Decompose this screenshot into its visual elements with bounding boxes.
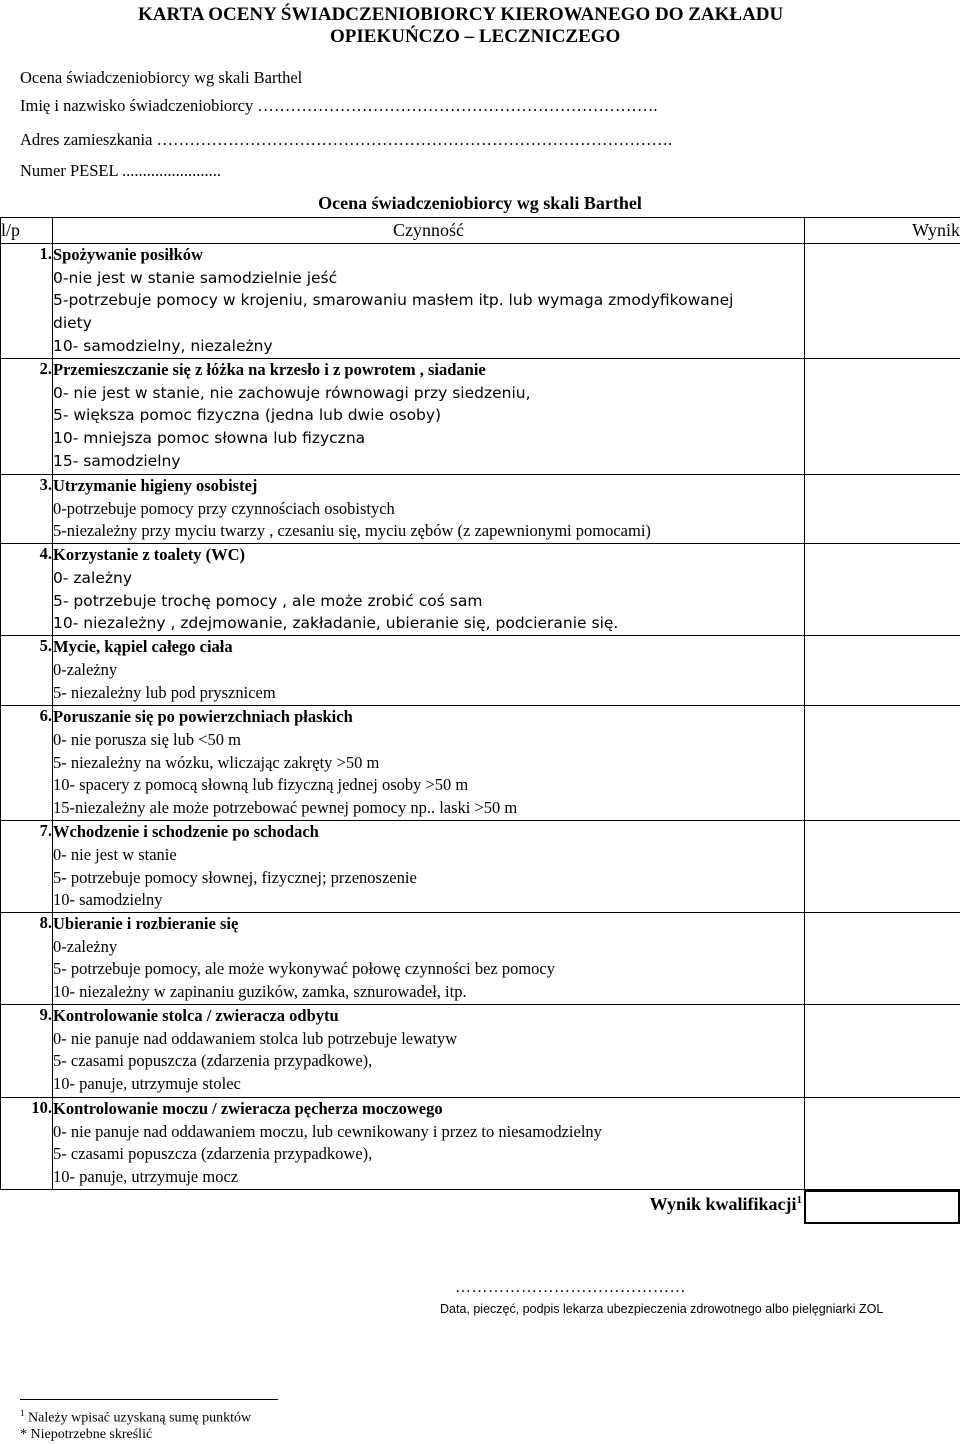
- signature-line[interactable]: ……………………………………: [455, 1279, 686, 1296]
- result-cell[interactable]: [805, 1097, 960, 1189]
- table-row: [1, 544, 960, 636]
- activity-cell: [53, 821, 805, 913]
- scoring-option: 10- samodzielny: [53, 890, 163, 910]
- scoring-option: 5- potrzebuje trochę pomocy , ale może zrobić coś sam: [53, 591, 483, 610]
- address-field[interactable]: Adres zamieszkania ………………………………………………………………………………….: [20, 130, 673, 149]
- result-cell[interactable]: [805, 912, 960, 1004]
- table-row: [1, 359, 960, 475]
- scale-line: Ocena świadczeniobiorcy wg skali Barthel: [20, 68, 303, 87]
- scoring-option: 0- nie porusza się lub <50 m: [53, 729, 242, 749]
- activity-title: Korzystanie z toalety (WC): [53, 545, 245, 565]
- scoring-option: 10- panuje, utrzymuje mocz: [53, 1167, 239, 1187]
- table-row: [1, 912, 960, 1004]
- scoring-option: 0- zależny: [53, 568, 132, 587]
- activity-title: Kontrolowanie moczu / zwieracza pęcherza moczowego: [53, 1098, 443, 1118]
- header-activity: Czynność: [53, 218, 805, 244]
- barthel-table: [0, 217, 960, 1190]
- signature-caption: Data, pieczęć, podpis lekarza ubezpieczenia zdrowotnego albo pielęgniarki ZOL: [440, 1302, 884, 1316]
- activity-cell: [53, 1004, 805, 1097]
- activity-title: Kontrolowanie stolca / zwieracza odbytu: [53, 1005, 339, 1025]
- activity-cell: [53, 359, 805, 475]
- result-cell[interactable]: [805, 706, 960, 821]
- table-header-row: [1, 218, 960, 244]
- scoring-option: 0-potrzebuje pomocy przy czynnościach osobistych: [53, 498, 395, 518]
- scoring-option: 15-niezależny ale może potrzebować pewnej pomocy np.. laski >50 m: [53, 797, 518, 817]
- scoring-option: diety: [53, 314, 92, 333]
- activity-cell: [53, 636, 805, 706]
- section-title: Ocena świadczeniobiorcy wg skali Barthel: [318, 193, 642, 213]
- table-row: [1, 1097, 960, 1189]
- activity-cell: [53, 706, 805, 821]
- total-row: [0, 1190, 960, 1222]
- activity-title: Mycie, kąpiel całego ciała: [53, 637, 233, 657]
- row-number: 2.: [1, 359, 53, 475]
- activity-cell: [53, 912, 805, 1004]
- result-cell[interactable]: [805, 636, 960, 706]
- scoring-option: 0- nie panuje nad oddawaniem moczu, lub cewnikowany i przez to niesamodzielny: [53, 1121, 602, 1141]
- row-number: 7.: [1, 821, 53, 913]
- scoring-option: 5-niezależny przy myciu twarzy , czesaniu się, myciu zębów (z zapewnionymi pomocami): [53, 521, 651, 541]
- result-cell[interactable]: [805, 1004, 960, 1097]
- scoring-option: 5- potrzebuje pomocy, ale może wykonywać połowę czynności bez pomocy: [53, 959, 556, 979]
- scoring-option: 5- czasami popuszcza (zdarzenia przypadkowe),: [53, 1051, 373, 1071]
- title-line-1: KARTA OCENY ŚWIADCZENIOBIORCY KIEROWANEGO DO ZAKŁADU: [138, 4, 784, 25]
- row-number: 8.: [1, 912, 53, 1004]
- result-cell[interactable]: [805, 475, 960, 544]
- title-line-2: OPIEKUŃCZO – LECZNICZEGO: [330, 26, 621, 47]
- table-row: [1, 244, 960, 359]
- row-number: 4.: [1, 544, 53, 636]
- total-label: Wynik kwalifikacji$^1$: [649, 1194, 802, 1214]
- table-row: [1, 706, 960, 821]
- table-row: [1, 1004, 960, 1097]
- activity-title: Utrzymanie higieny osobistej: [53, 476, 258, 495]
- scoring-option: 10- niezależny w zapinaniu guzików, zamka, sznurowadeł, itp.: [53, 982, 467, 1002]
- scoring-option: 10- samodzielny, niezależny: [53, 336, 273, 355]
- footnote-2: * Niepotrzebne skreślić: [20, 1427, 153, 1442]
- scoring-option: 0-zależny: [53, 936, 118, 956]
- row-number: 6.: [1, 706, 53, 821]
- scoring-option: 0- nie panuje nad oddawaniem stolca lub potrzebuje lewatyw: [53, 1028, 458, 1048]
- scoring-option: 0- nie jest w stanie, nie zachowuje równowagi przy siedzeniu,: [53, 383, 531, 402]
- pesel-field[interactable]: Numer PESEL ........................: [20, 161, 222, 180]
- footnote-divider: [20, 1399, 278, 1400]
- activity-title: Przemieszczanie się z łóżka na krzesło i z powrotem , siadanie: [53, 360, 486, 379]
- result-cell[interactable]: [805, 544, 960, 636]
- activity-title: Wchodzenie i schodzenie po schodach: [53, 822, 319, 842]
- scoring-option: 5- niezależny na wózku, wliczając zakręty >50 m: [53, 752, 380, 772]
- header-result: Wynik: [805, 218, 960, 244]
- scoring-option: 0- nie jest w stanie: [53, 844, 177, 864]
- activity-cell: [53, 475, 805, 544]
- activity-title: Ubieranie i rozbieranie się: [53, 913, 239, 933]
- activity-cell: [53, 1097, 805, 1189]
- footnote-1: $^1$ Należy wpisać uzyskaną sumę punktów: [20, 1408, 252, 1426]
- scoring-option: 10- mniejsza pomoc słowna lub fizyczna: [53, 429, 366, 448]
- total-result-box[interactable]: [804, 1190, 960, 1224]
- header-lp: l/p: [1, 218, 53, 244]
- result-cell[interactable]: [805, 244, 960, 359]
- row-number: 9.: [1, 1004, 53, 1097]
- row-number: 3.: [1, 475, 53, 544]
- table-row: [1, 821, 960, 913]
- scoring-option: 5- potrzebuje pomocy słownej, fizycznej; przenoszenie: [53, 867, 417, 887]
- scoring-option: 5- większa pomoc fizyczna (jedna lub dwie osoby): [53, 406, 442, 425]
- activity-cell: [53, 244, 805, 359]
- scoring-option: 10- spacery z pomocą słowną lub fizyczną jednej osoby >50 m: [53, 775, 469, 795]
- table-row: [1, 636, 960, 706]
- result-cell[interactable]: [805, 359, 960, 475]
- name-field[interactable]: Imię i nazwisko świadczeniobiorcy ……………………………………………………………….: [20, 96, 658, 115]
- scoring-option: 10- panuje, utrzymuje stolec: [53, 1074, 241, 1094]
- activity-cell: [53, 544, 805, 636]
- result-cell[interactable]: [805, 821, 960, 913]
- activity-title: Poruszanie się po powierzchniach płaskich: [53, 707, 353, 727]
- scoring-option: 15- samodzielny: [53, 451, 181, 470]
- scoring-option: 0-nie jest w stanie samodzielnie jeść: [53, 268, 338, 287]
- scoring-option: 10- niezależny , zdejmowanie, zakładanie, ubieranie się, podcieranie się.: [53, 614, 619, 633]
- row-number: 1.: [1, 244, 53, 359]
- row-number: 10.: [1, 1097, 53, 1189]
- scoring-option: 0-zależny: [53, 659, 118, 679]
- scoring-option: 5- niezależny lub pod prysznicem: [53, 682, 276, 702]
- row-number: 5.: [1, 636, 53, 706]
- activity-title: Spożywanie posiłków: [53, 245, 203, 264]
- scoring-option: 5-potrzebuje pomocy w krojeniu, smarowaniu masłem itp. lub wymaga zmodyfikowanej: [53, 291, 734, 310]
- scoring-option: 5- czasami popuszcza (zdarzenia przypadkowe),: [53, 1144, 373, 1164]
- table-row: [1, 475, 960, 544]
